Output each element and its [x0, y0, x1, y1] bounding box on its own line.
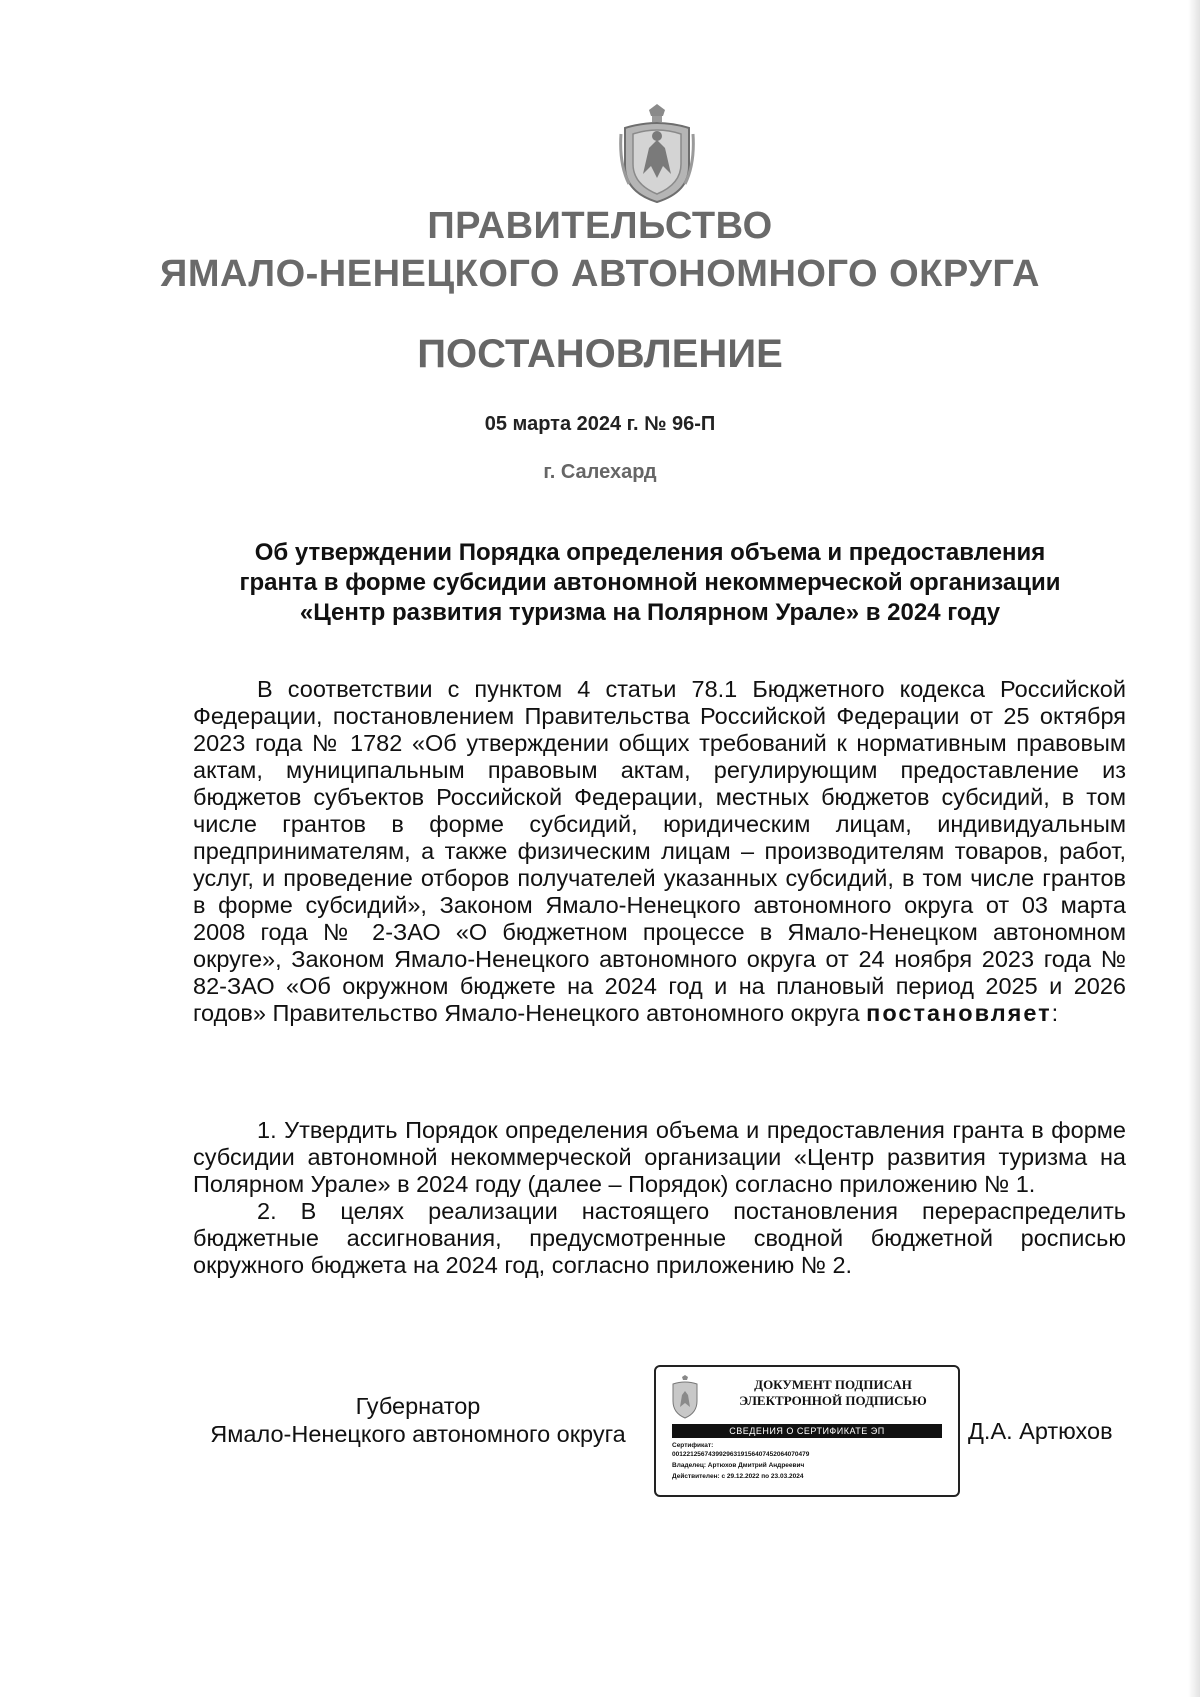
stamp-emblem-icon [670, 1375, 700, 1419]
signer-position [193, 1392, 643, 1448]
coat-of-arms-icon [619, 104, 695, 204]
preamble-paragraph [193, 676, 1126, 1027]
stamp-title-line2: ЭЛЕКТРОННОЙ ПОДПИСЬЮ [739, 1393, 927, 1408]
electronic-signature-stamp [654, 1365, 960, 1497]
subject-line3: «Центр развития туризма на Полярном Урале» в 2024 году [299, 599, 1001, 626]
decree-date-number: 05 марта 2024 г. № 96-П [484, 413, 716, 435]
resolves-colon: : [1051, 1000, 1059, 1026]
government-title-line2: ЯМАЛО-НЕНЕЦКОГО АВТОНОМНОГО ОКРУГА [160, 253, 1040, 295]
signer-position-line2: Ямало-Ненецкого автономного округа [210, 1421, 626, 1447]
decree-subject [200, 538, 1100, 628]
decree-title: ПОСТАНОВЛЕНИЕ [417, 332, 783, 376]
subject-line1: Об утверждении Порядка определения объема и предоставления [254, 539, 1046, 566]
decree-item-1: 1. Утвердить Порядок определения объема и предоставления гранта в форме субсидии автономной некоммерческой организации «Центр развития туризма на Полярном Урале» в 2024 году (далее – Порядок) согласно приложению № 1. [193, 1117, 1126, 1197]
stamp-certificate-number: 00122125674399296319156407452064070479 [672, 1451, 810, 1458]
stamp-certificate-label: Сертификат: [672, 1442, 714, 1449]
city-name: г. Салехард [543, 461, 657, 483]
stamp-title-line1: ДОКУМЕНТ ПОДПИСАН [754, 1377, 912, 1392]
stamp-validity: Действителен: с 29.12.2022 по 23.03.2024 [672, 1473, 804, 1480]
decree-item-2: 2. В целях реализации настоящего постановления перераспределить бюджетные ассигнования, предусмотренные сводной бюджетной росписью окружного бюджета на 2024 год, согласно приложению № 2. [193, 1198, 1126, 1278]
stamp-certificate-bar: СВЕДЕНИЯ О СЕРТИФИКАТЕ ЭП [672, 1424, 942, 1438]
decree-items [193, 1117, 1126, 1279]
government-title-line1: ПРАВИТЕЛЬСТВО [427, 205, 773, 247]
preamble-text: В соответствии с пунктом 4 статьи 78.1 Бюджетного кодекса Российской Федерации, постановлением Правительства Российской Федерации от 25 октября 2023 года № 1782 «Об утверждении общих требований к нормативным правовым актам, муниципальным правовым актам, регулирующим предоставление из бюджетов субъектов Российской Федерации, местных бюджетов субсидий, в том числе грантов в форме субсидий, юридическим лицам, индивидуальным предпринимателям, а также физическим лицам – производителям товаров, работ, услуг, и проведение отборов получателей указанных субсидий, в том числе грантов в форме субсидий», Законом Ямало-Ненецкого автономного округа от 03 марта 2008 года № 2-ЗАО «О бюджетном процессе в Ямало-Ненецком автономном округе», Законом Ямало-Ненецкого автономного округа от 24 ноября 2023 года № 82-ЗАО «Об окружном бюджете на 2024 год и на плановый период 2025 и 2026 годов» Правительство Ямало-Ненецкого автономного округа [193, 676, 1126, 1026]
resolves-word: постановляет [866, 1000, 1052, 1026]
stamp-title [720, 1377, 946, 1409]
signer-name: Д.А. Артюхов [968, 1418, 1113, 1444]
stamp-owner: Владелец: Артюхов Дмитрий Андреевич [672, 1462, 805, 1469]
government-title [0, 202, 1200, 298]
subject-line2: гранта в форме субсидии автономной некоммерческой организации [239, 569, 1061, 596]
signer-position-line1: Губернатор [355, 1393, 481, 1419]
